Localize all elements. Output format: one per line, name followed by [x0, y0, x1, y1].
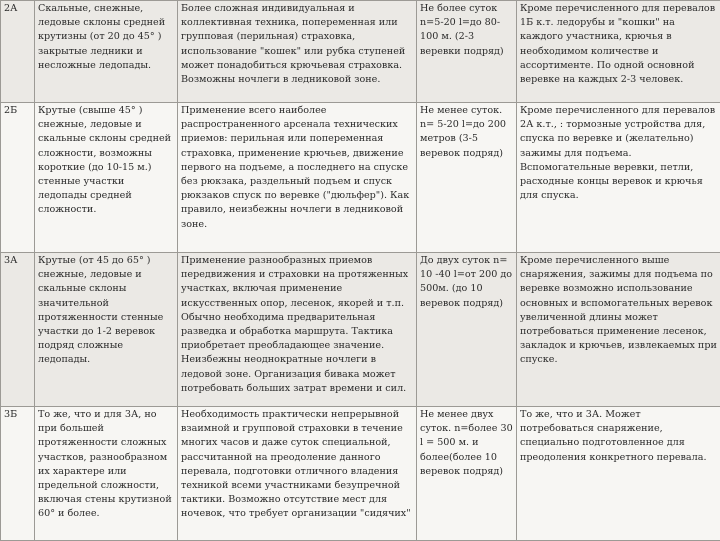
- time-cell: Не более суток n=5-20 l=до 80-100 м. (2-3 веревки подряд): [417, 1, 517, 103]
- category-cell: 3Б: [1, 407, 35, 541]
- equipment-cell: Кроме перечисленного для перевалов 1Б к.т. ледорубы и "кошки" на каждого участника, крючья в необходимом количестве и ассортименте. По одной основной веревке на каждых 2-3 человек.: [517, 1, 720, 103]
- equipment-cell: Кроме перечисленного выше снаряжения, зажимы для подъема по веревке возможно использование основных и вспомогательных веревок увеличенной длины может потребоваться применение лесенок, закладок и крючьев, извлекаемых при спуске.: [517, 253, 720, 407]
- terrain-cell: То же, что и для 3А, но при большей протяженности сложных участков, разнообразном их характере или предельной сложности, включая стены крутизной 60° и более.: [35, 407, 178, 541]
- category-cell: 3А: [1, 253, 35, 407]
- technique-cell: Более сложная индивидуальная и коллективная техника, попеременная или групповая (перильная) страховка, использование "кошек" или рубка ступеней может понадобиться крючьевая страховка. Возможны ночлеги в ледниковой зоне.: [178, 1, 417, 103]
- time-cell: Не менее двух суток. n=более 30 l = 500 м. и более(более 10 веревок подряд): [417, 407, 517, 541]
- terrain-cell: Крутые (свыше 45° ) снежные, ледовые и скальные склоны средней сложности, возможны короткие (до 10-15 м.) стенные участки ледопады средней сложности.: [35, 103, 178, 253]
- time-cell: До двух суток n= 10 -40 l=от 200 до 500м. (до 10 веревок подряд): [417, 253, 517, 407]
- table-row: [1, 1, 720, 103]
- category-cell: 2Б: [1, 103, 35, 253]
- technique-cell: Необходимость практически непрерывной взаимной и групповой страховки в течение многих часов и даже суток специальной, рассчитанной на преодоление данного перевала, подготовки отличного владения техникой всеми участниками безупречной тактики. Возможно отсутствие мест для ночевок, что требует организации "сидячих": [178, 407, 417, 541]
- table-row: [1, 253, 720, 407]
- terrain-cell: Крутые (от 45 до 65° ) снежные, ледовые и скальные склоны значительной протяженности стенные участки до 1-2 веревок подряд сложные ледопады.: [35, 253, 178, 407]
- technique-cell: Применение всего наиболее распространенного арсенала технических приемов: перильная или попеременная страховка, применение крючьев, движение первого на подъеме, а последнего на спуске без рюкзака, раздельный подъем и спуск рюкзаков спуск по веревке ("дюльфер"). Как правило, неизбежны ночлеги в ледниковой зоне.: [178, 103, 417, 253]
- technique-cell: Применение разнообразных приемов передвижения и страховки на протяженных участках, включая применение искусственных опор, лесенок, якорей и т.п. Обычно необходима предварительная разведка и обработка маршрута. Тактика приобретает преобладающее значение. Неизбежны неоднократные ночлеги в ледовой зоне. Организация бивака может потребовать больших затрат времени и сил.: [178, 253, 417, 407]
- time-cell: Не менее суток. n= 5-20 l=до 200 метров (3-5 веревок подряд): [417, 103, 517, 253]
- category-cell: 2А: [1, 1, 35, 103]
- table-row: [1, 407, 720, 541]
- terrain-cell: Скальные, снежные, ледовые склоны средней крутизны (от 20 до 45° ) закрытые ледники и несложные ледопады.: [35, 1, 178, 103]
- equipment-cell: Кроме перечисленного для перевалов 2А к.т., : тормозные устройства для, спуска по веревке и (желательно) зажимы для подъема. Вспомогательные веревки, петли, расходные концы веревок и крючья для спуска.: [517, 103, 720, 253]
- equipment-cell: То же, что и 3А. Может потребоваться снаряжение, специально подготовленное для преодоления конкретного перевала.: [517, 407, 720, 541]
- table-row: [1, 103, 720, 253]
